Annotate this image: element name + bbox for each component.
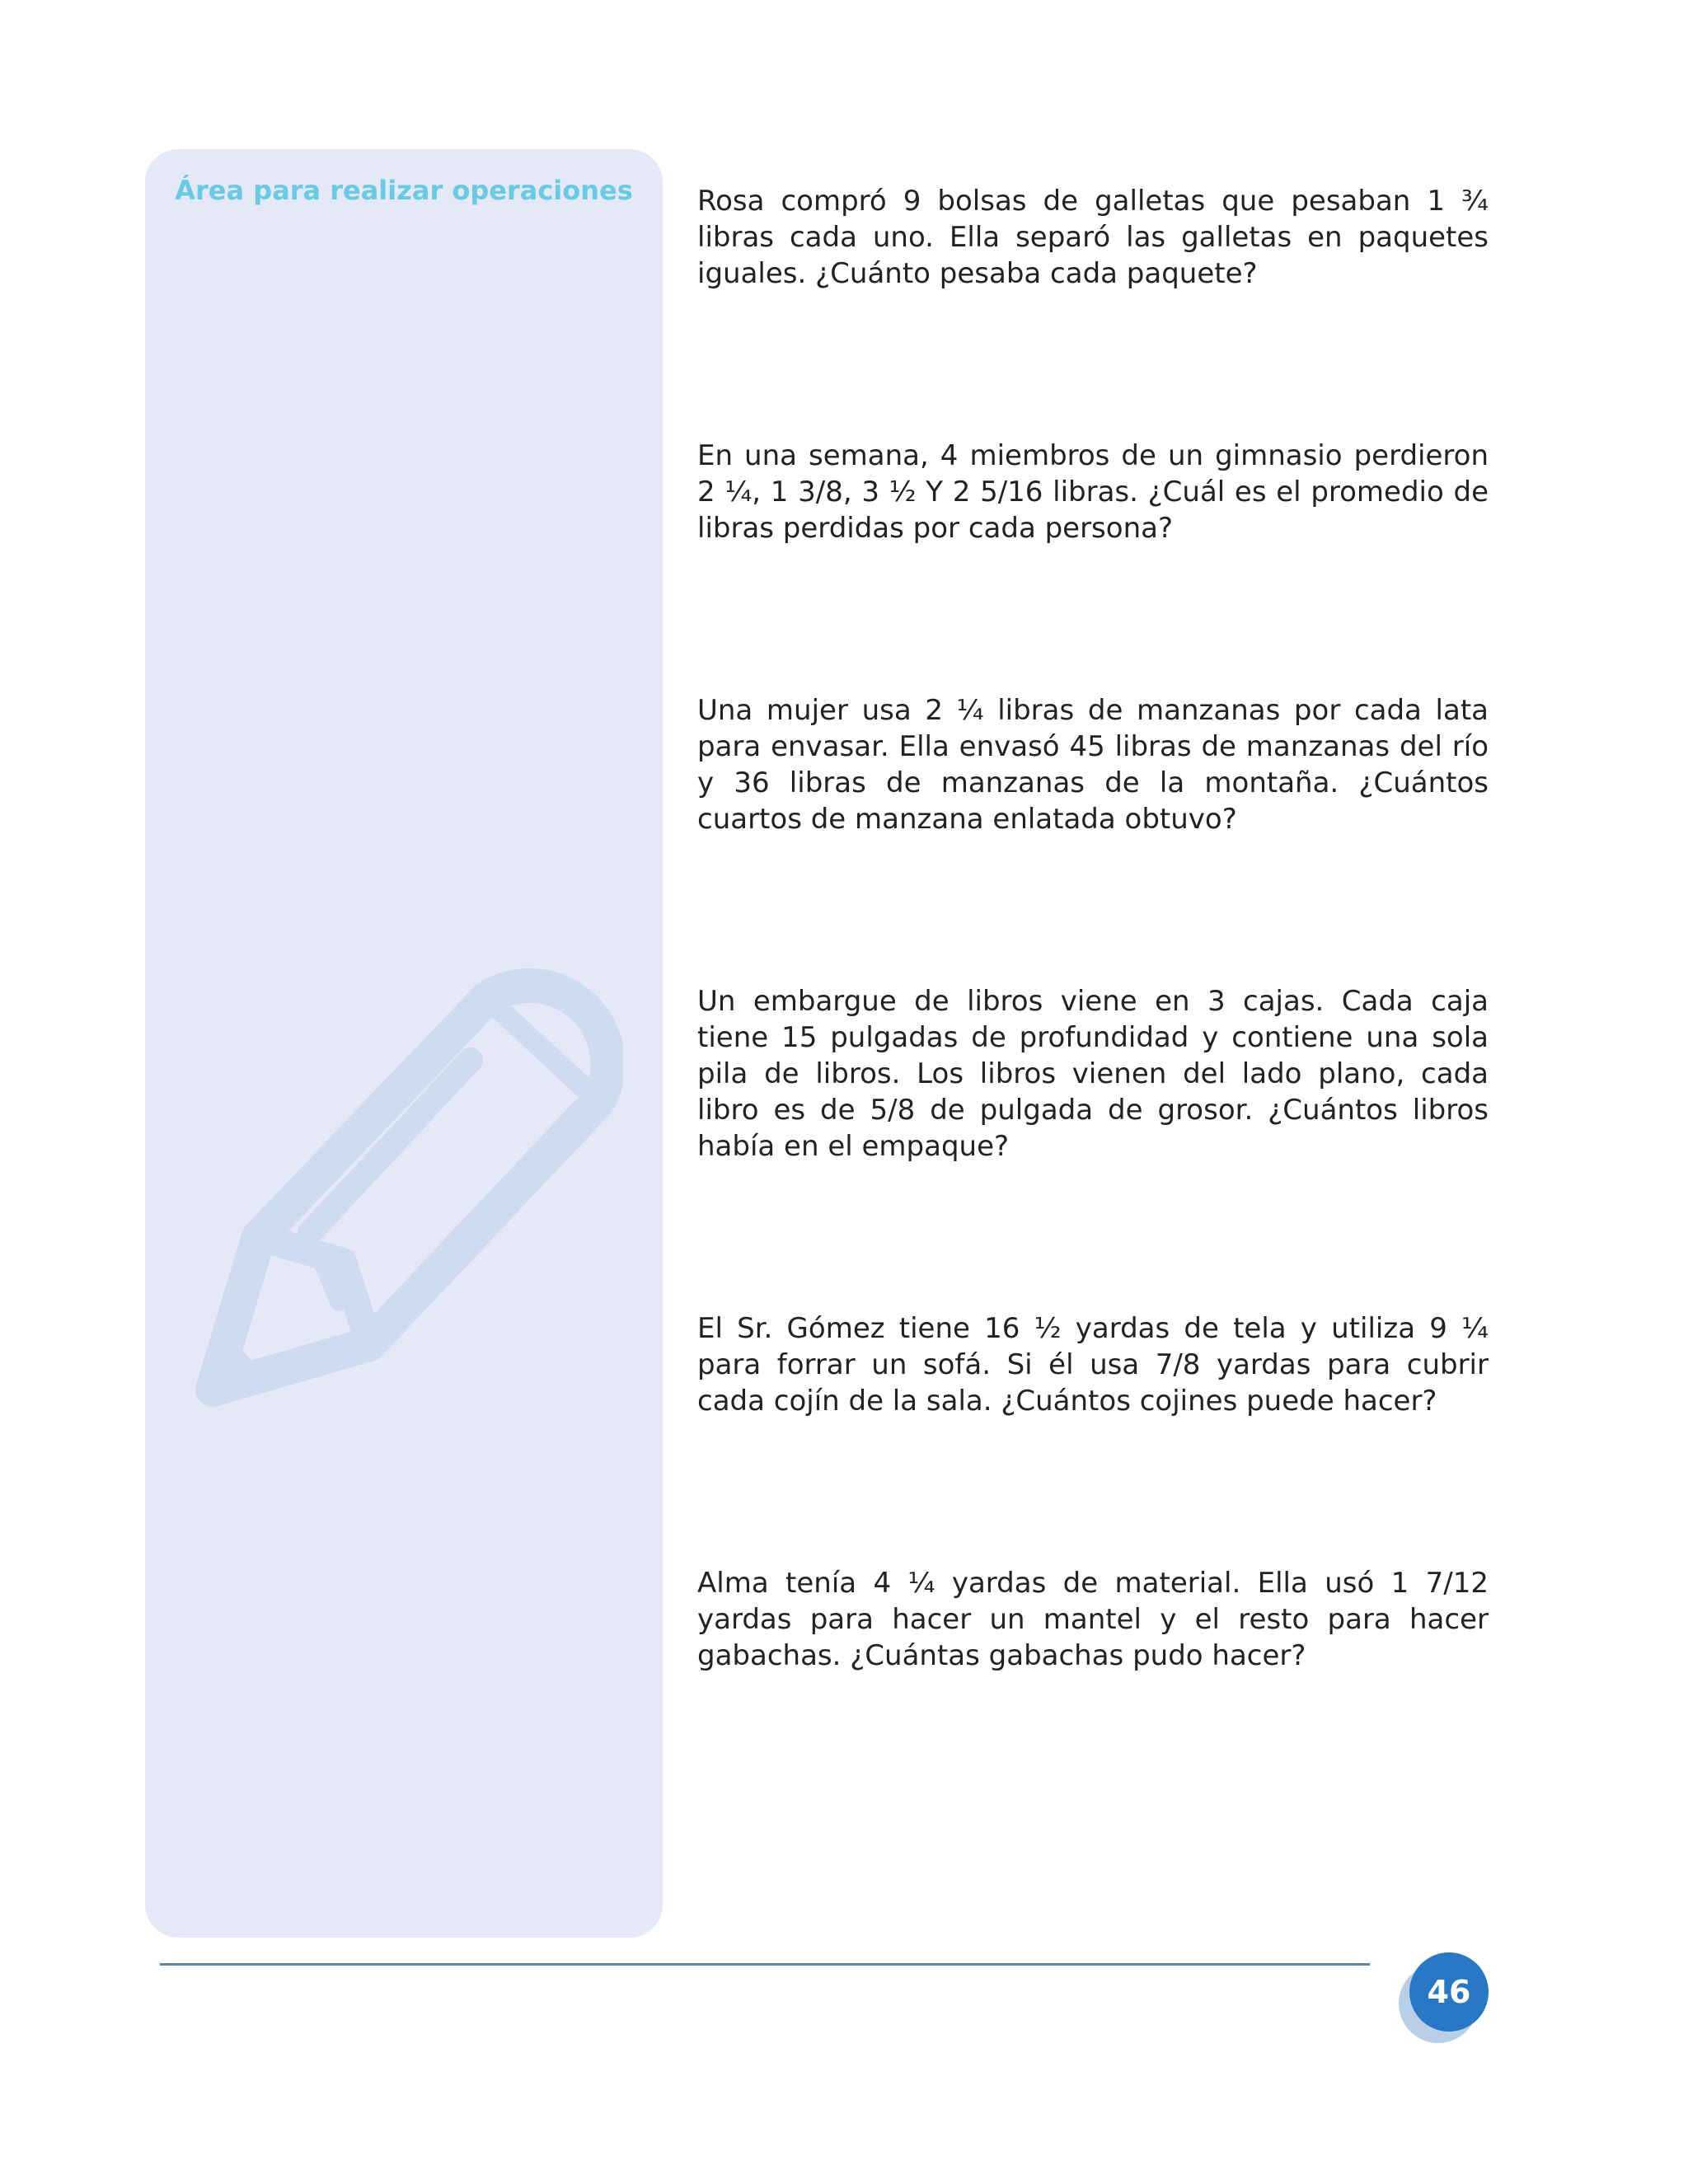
pencil-icon [195,841,623,1418]
problem-2: En una semana, 4 miembros de un gimnasio perdieron 2 ¼, 1 3/8, 3 ½ Y 2 5/16 libras. ¿Cuál es el promedio de libras perdidas por cada persona? [697,439,1489,545]
work-area-panel [145,149,663,1938]
problem-4: Un embargue de libros viene en 3 cajas. Cada caja tiene 15 pulgadas de profundidad y contiene una sola pila de libros. Los libros vienen del lado plano, cada libro es de 5/8 de pulgada de grosor. ¿Cuántos libros había en el empaque? [697,985,1489,1163]
problem-6: Alma tenía 4 ¼ yardas de material. Ella usó 1 7/12 yardas para hacer un mantel y el resto para hacer gabachas. ¿Cuántas gabachas pudo hacer? [697,1567,1489,1672]
work-area-title: Área para realizar operaciones [175,175,633,206]
problem-1: Rosa compró 9 bolsas de galletas que pesaban 1 ¾ libras cada uno. Ella separó las galletas en paquetes iguales. ¿Cuánto pesaba cada paquete? [697,185,1489,290]
footer-divider [160,1963,1370,1966]
problem-5: El Sr. Gómez tiene 16 ½ yardas de tela y utiliza 9 ¼ para forrar un sofá. Si él usa 7/8 yardas para cubrir cada cojín de la sala. ¿Cuántos cojines puede hacer? [697,1312,1489,1418]
problem-3: Una mujer usa 2 ¼ libras de manzanas por cada lata para envasar. Ella envasó 45 libras de manzanas del río y 36 libras de manzanas de la montaña. ¿Cuántos cuartos de manzana enlatada obtuvo? [697,694,1489,836]
page-number-badge: 46 [1409,1952,1489,2032]
